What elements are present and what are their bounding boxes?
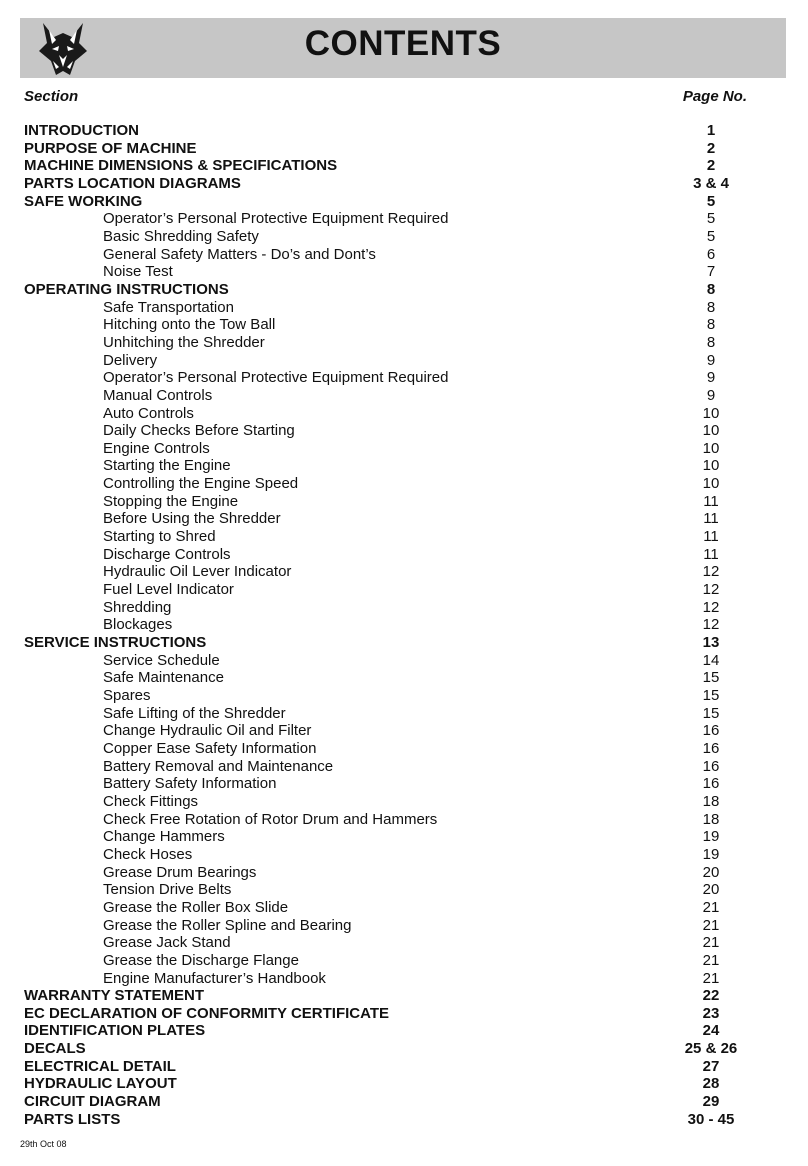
page-title: CONTENTS bbox=[304, 24, 502, 63]
toc-entry-label: Grease the Discharge Flange bbox=[103, 951, 299, 969]
toc-entry-page: 10 bbox=[702, 404, 720, 422]
toc-entry-label: Auto Controls bbox=[103, 404, 194, 422]
toc-entry-label: Discharge Controls bbox=[103, 545, 231, 563]
toc-entry-label: PARTS LOCATION DIAGRAMS bbox=[24, 174, 241, 192]
toc-entry-page: 23 bbox=[702, 1004, 720, 1022]
toc-subsection-row bbox=[0, 775, 808, 793]
toc-entry-label: PURPOSE OF MACHINE bbox=[24, 139, 197, 157]
toc-entry-label: Starting the Engine bbox=[103, 457, 231, 475]
toc-subsection-row bbox=[0, 899, 808, 917]
toc-subsection-row bbox=[0, 722, 808, 740]
toc-subsection-row bbox=[0, 705, 808, 723]
toc-subsection-row bbox=[0, 528, 808, 546]
toc-entry-page: 18 bbox=[702, 810, 720, 828]
toc-entry-page: 1 bbox=[706, 122, 716, 139]
toc-subsection-row bbox=[0, 758, 808, 776]
header-bar bbox=[20, 18, 786, 78]
toc-entry-page: 24 bbox=[702, 1022, 720, 1040]
toc-entry-page: 14 bbox=[702, 651, 720, 669]
toc-entry-page: 2 bbox=[706, 139, 716, 157]
page-column-header: Page No. bbox=[682, 88, 747, 105]
toc-section-row bbox=[0, 987, 808, 1005]
toc-entry-label: Manual Controls bbox=[103, 386, 213, 404]
toc-entry-page: 12 bbox=[702, 563, 720, 581]
toc-entry-label: Hydraulic Oil Lever Indicator bbox=[103, 563, 292, 581]
toc-entry-label: Controlling the Engine Speed bbox=[103, 475, 299, 493]
toc-entry-page: 9 bbox=[706, 369, 716, 387]
toc-entry-label: Battery Safety Information bbox=[103, 775, 277, 793]
toc-entry-label: Check Fittings bbox=[103, 792, 199, 810]
toc-entry-page: 15 bbox=[702, 669, 720, 687]
toc-entry-page: 21 bbox=[702, 934, 720, 952]
toc-subsection-row bbox=[0, 864, 808, 882]
toc-entry-label: Operator’s Personal Protective Equipment Required bbox=[103, 210, 449, 228]
toc-entry-page: 20 bbox=[702, 881, 720, 899]
toc-subsection-row bbox=[0, 581, 808, 599]
toc-entry-page: 21 bbox=[702, 969, 720, 987]
toc-section-row bbox=[0, 1040, 808, 1058]
toc-entry-label: Stopping the Engine bbox=[103, 492, 239, 510]
toc-entry-page: 8 bbox=[706, 280, 716, 298]
toc-entry-page: 10 bbox=[702, 439, 720, 457]
toc-entry-page: 8 bbox=[706, 316, 716, 334]
toc-entry-page: 8 bbox=[706, 333, 716, 351]
toc-subsection-row bbox=[0, 917, 808, 935]
toc-subsection-row bbox=[0, 599, 808, 617]
toc-entry-page: 28 bbox=[702, 1075, 720, 1093]
toc-entry-page: 10 bbox=[702, 475, 720, 493]
toc-subsection-row bbox=[0, 952, 808, 970]
toc-entry-page: 16 bbox=[702, 739, 720, 757]
toc-entry-page: 8 bbox=[706, 298, 716, 316]
toc-subsection-row bbox=[0, 934, 808, 952]
toc-entry-label: Check Hoses bbox=[103, 845, 193, 863]
toc-entry-page: 30 - 45 bbox=[687, 1110, 735, 1128]
toc-entry-label: Safe Transportation bbox=[103, 298, 234, 316]
toc-entry-label: IDENTIFICATION PLATES bbox=[24, 1022, 206, 1040]
toc-subsection-row bbox=[0, 687, 808, 705]
toc-section-row bbox=[0, 1075, 808, 1093]
toc-subsection-row bbox=[0, 546, 808, 564]
toc-entry-page: 16 bbox=[702, 722, 720, 740]
toc-subsection-row bbox=[0, 228, 808, 246]
footer-date: 29th Oct 08 bbox=[20, 1139, 67, 1149]
toc-subsection-row bbox=[0, 210, 808, 228]
toc-entry-label: CIRCUIT DIAGRAM bbox=[24, 1093, 161, 1111]
toc-entry-page: 21 bbox=[702, 951, 720, 969]
toc-section-row bbox=[0, 1111, 808, 1129]
toc-entry-label: MACHINE DIMENSIONS & SPECIFICATIONS bbox=[24, 157, 338, 175]
toc-subsection-row bbox=[0, 616, 808, 634]
toc-entry-label: PARTS LISTS bbox=[24, 1110, 121, 1128]
toc-entry-label: EC DECLARATION OF CONFORMITY CERTIFICATE bbox=[24, 1004, 389, 1022]
toc-entry-page: 7 bbox=[706, 263, 716, 281]
toc-entry-page: 16 bbox=[702, 757, 720, 775]
toc-entry-label: General Safety Matters - Do’s and Dont’s bbox=[103, 245, 376, 263]
toc-subsection-row bbox=[0, 493, 808, 511]
toc-subsection-row bbox=[0, 422, 808, 440]
toc-entry-label: Copper Ease Safety Information bbox=[103, 739, 317, 757]
toc-section-row bbox=[0, 122, 808, 140]
toc-subsection-row bbox=[0, 369, 808, 387]
toc-subsection-row bbox=[0, 475, 808, 493]
toc-entry-label: Change Hammers bbox=[103, 828, 225, 846]
toc-section-row bbox=[0, 175, 808, 193]
toc-entry-page: 11 bbox=[703, 545, 719, 563]
toc-section-row bbox=[0, 140, 808, 158]
toc-subsection-row bbox=[0, 457, 808, 475]
toc-subsection-row bbox=[0, 563, 808, 581]
toc-entry-label: DECALS bbox=[24, 1040, 86, 1058]
toc-entry-page: 12 bbox=[702, 616, 720, 634]
toc-entry-page: 20 bbox=[702, 863, 720, 881]
toc-entry-label: Shredding bbox=[103, 598, 172, 616]
toc-entry-page: 5 bbox=[706, 210, 716, 228]
toc-entry-label: OPERATING INSTRUCTIONS bbox=[24, 280, 229, 298]
toc-entry-label: Basic Shredding Safety bbox=[103, 227, 259, 245]
toc-entry-page: 27 bbox=[702, 1057, 720, 1075]
toc-subsection-row bbox=[0, 828, 808, 846]
toc-entry-label: Starting to Shred bbox=[103, 528, 216, 546]
toc-entry-label: Daily Checks Before Starting bbox=[103, 422, 295, 440]
toc-subsection-row bbox=[0, 740, 808, 758]
toc-section-row bbox=[0, 193, 808, 211]
toc-subsection-row bbox=[0, 669, 808, 687]
toc-subsection-row bbox=[0, 811, 808, 829]
toc-entry-label: Blockages bbox=[103, 616, 173, 634]
toc-entry-label: Before Using the Shredder bbox=[103, 510, 281, 528]
toc-entry-label: Grease Drum Bearings bbox=[103, 863, 257, 881]
toc-entry-label: Service Schedule bbox=[103, 651, 220, 669]
toc-section-row bbox=[0, 1058, 808, 1076]
toc-entry-label: SAFE WORKING bbox=[24, 192, 143, 210]
toc-entry-label: HYDRAULIC LAYOUT bbox=[24, 1075, 177, 1093]
toc-subsection-row bbox=[0, 316, 808, 334]
toc-entry-label: Noise Test bbox=[103, 263, 173, 281]
toc-subsection-row bbox=[0, 510, 808, 528]
toc-entry-page: 11 bbox=[703, 510, 719, 528]
toc-entry-page: 2 bbox=[706, 157, 716, 175]
toc-subsection-row bbox=[0, 793, 808, 811]
toc-section-row bbox=[0, 1022, 808, 1040]
toc-entry-label: Operator’s Personal Protective Equipment Required bbox=[103, 369, 449, 387]
toc-subsection-row bbox=[0, 263, 808, 281]
toc-subsection-row bbox=[0, 405, 808, 423]
toc-entry-page: 9 bbox=[706, 386, 716, 404]
toc-entry-page: 5 bbox=[706, 227, 716, 245]
toc-subsection-row bbox=[0, 846, 808, 864]
toc-entry-label: Grease the Roller Box Slide bbox=[103, 898, 289, 916]
toc-entry-page: 11 bbox=[703, 528, 719, 546]
toc-entry-page: 12 bbox=[702, 598, 720, 616]
toc-entry-label: Safe Lifting of the Shredder bbox=[103, 704, 286, 722]
toc-entry-label: Fuel Level Indicator bbox=[103, 581, 234, 599]
toc-entry-label: Spares bbox=[103, 687, 151, 704]
table-of-contents bbox=[0, 122, 808, 1128]
toc-entry-page: 21 bbox=[702, 898, 720, 916]
toc-section-row bbox=[0, 157, 808, 175]
toc-entry-page: 5 bbox=[706, 192, 716, 210]
toc-entry-label: Battery Removal and Maintenance bbox=[103, 757, 334, 775]
toc-entry-page: 15 bbox=[702, 704, 720, 722]
toc-entry-label: ELECTRICAL DETAIL bbox=[24, 1057, 176, 1075]
toc-entry-label: INTRODUCTION bbox=[24, 122, 139, 139]
toc-subsection-row bbox=[0, 387, 808, 405]
toc-entry-label: Safe Maintenance bbox=[103, 669, 224, 687]
toc-entry-label: Hitching onto the Tow Ball bbox=[103, 316, 276, 334]
toc-section-row bbox=[0, 1093, 808, 1111]
toc-entry-page: 25 & 26 bbox=[684, 1040, 738, 1058]
toc-subsection-row bbox=[0, 352, 808, 370]
toc-entry-label: SERVICE INSTRUCTIONS bbox=[24, 634, 207, 652]
toc-entry-label: Unhitching the Shredder bbox=[103, 333, 265, 351]
toc-entry-page: 12 bbox=[702, 581, 720, 599]
toc-entry-page: 16 bbox=[702, 775, 720, 793]
toc-entry-label: Engine Controls bbox=[103, 439, 210, 457]
toc-entry-label: Delivery bbox=[103, 351, 158, 369]
toc-entry-label: WARRANTY STATEMENT bbox=[24, 987, 204, 1005]
toc-entry-label: Grease Jack Stand bbox=[103, 934, 231, 952]
toc-subsection-row bbox=[0, 334, 808, 352]
toc-entry-label: Change Hydraulic Oil and Filter bbox=[103, 722, 312, 740]
toc-entry-label: Tension Drive Belts bbox=[103, 881, 232, 899]
toc-entry-page: 19 bbox=[702, 845, 720, 863]
toc-entry-page: 10 bbox=[702, 457, 720, 475]
toc-entry-label: Check Free Rotation of Rotor Drum and Hammers bbox=[103, 810, 438, 828]
toc-entry-page: 13 bbox=[702, 634, 720, 652]
toc-entry-page: 21 bbox=[702, 916, 720, 934]
toc-subsection-row bbox=[0, 440, 808, 458]
toc-section-row bbox=[0, 1005, 808, 1023]
toc-entry-page: 19 bbox=[702, 828, 720, 846]
toc-subsection-row bbox=[0, 970, 808, 988]
toc-entry-page: 9 bbox=[706, 351, 716, 369]
toc-subsection-row bbox=[0, 881, 808, 899]
toc-section-row bbox=[0, 281, 808, 299]
toc-section-row bbox=[0, 634, 808, 652]
toc-subsection-row bbox=[0, 299, 808, 317]
toc-entry-page: 18 bbox=[702, 792, 720, 810]
toc-subsection-row bbox=[0, 246, 808, 264]
toc-entry-page: 6 bbox=[706, 245, 716, 263]
toc-subsection-row bbox=[0, 652, 808, 670]
toc-entry-page: 15 bbox=[702, 687, 720, 704]
toc-entry-page: 29 bbox=[702, 1093, 720, 1111]
toc-entry-page: 10 bbox=[702, 422, 720, 440]
toc-entry-page: 22 bbox=[702, 987, 720, 1005]
toc-entry-page: 11 bbox=[703, 492, 719, 510]
toc-entry-page: 3 & 4 bbox=[693, 174, 729, 192]
section-column-header: Section bbox=[24, 88, 79, 105]
toc-entry-label: Engine Manufacturer’s Handbook bbox=[103, 969, 326, 987]
toc-entry-label: Grease the Roller Spline and Bearing bbox=[103, 916, 352, 934]
